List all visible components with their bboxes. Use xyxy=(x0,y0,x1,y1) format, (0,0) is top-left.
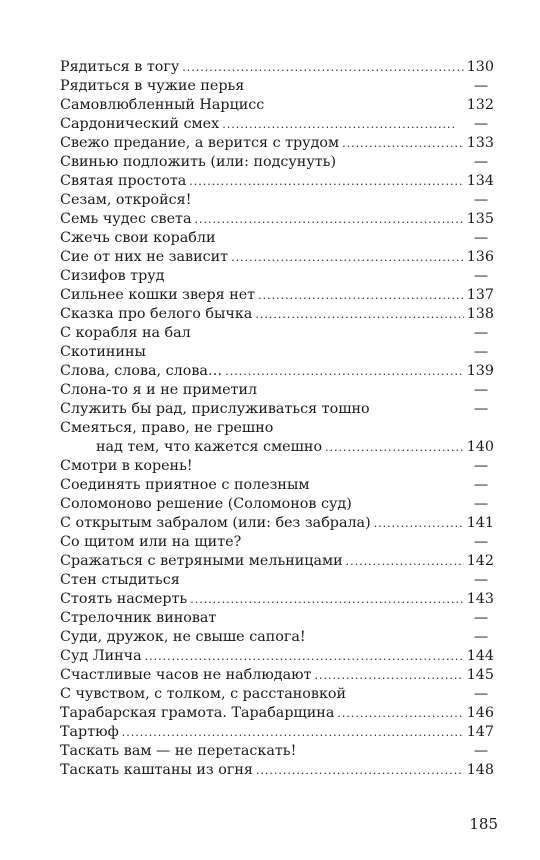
dot-leader xyxy=(325,438,464,457)
toc-entry-title: Сие от них не зависит xyxy=(60,249,229,265)
toc-entry-title: Стрелочник виноват xyxy=(60,610,217,626)
dot-leader xyxy=(314,666,463,685)
toc-entry-title: Сезам, откройся! xyxy=(60,192,192,208)
toc-entry xyxy=(60,514,494,533)
toc-entry xyxy=(60,362,494,381)
toc-entry xyxy=(60,96,494,115)
toc-entry-page: 146 xyxy=(466,705,494,721)
toc-entry xyxy=(60,248,494,267)
toc-entry xyxy=(60,134,494,153)
toc-entry-page: — xyxy=(473,477,489,493)
toc-entry-title: Таскать вам — не перетаскать! xyxy=(60,743,297,759)
dot-leader xyxy=(374,514,464,533)
toc-entry xyxy=(60,324,494,343)
toc-entry-page: — xyxy=(473,496,489,512)
dot-leader xyxy=(256,761,464,780)
toc-entry-page: 147 xyxy=(466,724,494,740)
toc-entry-page: 138 xyxy=(466,306,494,322)
toc-entry-title: С открытым забралом (или: без забрала) xyxy=(60,515,371,531)
toc-entry-title: Стоять насмерть xyxy=(60,591,188,607)
toc-entry-title: Семь чудес света xyxy=(60,211,192,227)
dot-leader xyxy=(255,305,463,324)
toc-entry xyxy=(60,229,494,248)
toc-entry xyxy=(60,742,494,761)
toc-entry-page: — xyxy=(473,458,489,474)
toc-entry-page: 145 xyxy=(466,667,494,683)
toc-entry-page: 130 xyxy=(466,59,494,75)
toc-entry-title: Смеяться, право, не грешно xyxy=(60,420,274,436)
dot-leader xyxy=(122,723,464,742)
toc-entry xyxy=(60,286,494,305)
toc-entry-title: Сжечь свои корабли xyxy=(60,230,216,246)
dot-leader xyxy=(342,134,464,153)
toc-entry xyxy=(60,666,494,685)
dot-leader xyxy=(182,58,463,77)
dot-leader xyxy=(231,248,464,267)
toc-entry-title: Суди, дружок, не свыше сапога! xyxy=(60,629,306,645)
page-number: 185 xyxy=(469,815,498,833)
toc-entry xyxy=(60,495,494,514)
dot-leader xyxy=(337,704,463,723)
toc-entry xyxy=(60,761,494,780)
table-of-contents xyxy=(60,58,494,780)
toc-entry-page: — xyxy=(473,572,489,588)
dot-leader xyxy=(346,552,464,571)
toc-entry-title: С чувством, с толком, с расстановкой xyxy=(60,686,347,702)
toc-entry-page: 148 xyxy=(466,762,494,778)
toc-entry-page: 140 xyxy=(466,439,494,455)
toc-entry-title: С корабля на бал xyxy=(60,325,191,341)
toc-entry-page: — xyxy=(473,629,489,645)
toc-entry xyxy=(60,533,494,552)
dot-leader xyxy=(225,362,463,381)
toc-entry xyxy=(60,267,494,286)
dot-leader xyxy=(145,647,464,666)
toc-entry xyxy=(60,457,494,476)
toc-entry-title: Смотри в корень! xyxy=(60,458,193,474)
toc-entry-page: 144 xyxy=(466,648,494,664)
toc-entry-page: 132 xyxy=(466,97,494,113)
dot-leader xyxy=(190,590,464,609)
toc-entry xyxy=(60,571,494,590)
toc-entry-page: — xyxy=(473,230,489,246)
toc-entry-title: Сильнее кошки зверя нет xyxy=(60,287,256,303)
toc-entry-page: 133 xyxy=(466,135,494,151)
dot-leader xyxy=(189,172,463,191)
toc-entry-page: — xyxy=(473,116,489,132)
toc-entry-title: Соединять приятное с полезным xyxy=(60,477,310,493)
toc-entry-page: — xyxy=(473,743,489,759)
toc-entry xyxy=(60,647,494,666)
toc-entry-page: — xyxy=(473,610,489,626)
toc-entry-page: — xyxy=(473,325,489,341)
toc-entry xyxy=(60,704,494,723)
toc-entry-title: Стен стыдиться xyxy=(60,572,180,588)
toc-entry xyxy=(60,590,494,609)
toc-entry-page: — xyxy=(473,192,489,208)
toc-entry-page: 135 xyxy=(466,211,494,227)
toc-entry-page: — xyxy=(473,154,489,170)
toc-entry-title: Рядиться в чужие перья xyxy=(60,78,245,94)
toc-entry-page: 141 xyxy=(466,515,494,531)
toc-entry xyxy=(60,685,494,704)
toc-entry-page: — xyxy=(473,686,489,702)
toc-entry-title: Свинью подложить (или: подсунуть) xyxy=(60,154,337,170)
toc-entry-title: Свежо предание, а верится с трудом xyxy=(60,135,340,151)
toc-entry-title: Служить бы рад, прислуживаться тошно xyxy=(60,401,370,417)
toc-entry-page: 136 xyxy=(466,249,494,265)
toc-entry-page: — xyxy=(473,268,489,284)
toc-entry xyxy=(60,438,494,457)
toc-entry xyxy=(60,609,494,628)
toc-entry xyxy=(60,343,494,362)
toc-entry-title: Со щитом или на щите? xyxy=(60,534,242,550)
toc-entry xyxy=(60,153,494,172)
toc-entry-title: Скотинины xyxy=(60,344,146,360)
dot-leader xyxy=(258,286,464,305)
toc-entry xyxy=(60,305,494,324)
toc-entry-title: Тарабарская грамота. Тарабарщина xyxy=(60,705,335,721)
toc-entry-title: Соломоново решение (Соломонов суд) xyxy=(60,496,352,512)
toc-entry-title: над тем, что кажется смешно xyxy=(96,439,323,455)
toc-entry-page: 142 xyxy=(466,553,494,569)
toc-entry-title: Слова, слова, слова… xyxy=(60,363,223,379)
toc-entry-title: Счастливые часов не наблюдают xyxy=(60,667,312,683)
toc-entry xyxy=(60,628,494,647)
toc-entry xyxy=(60,77,494,96)
toc-entry xyxy=(60,172,494,191)
toc-entry xyxy=(60,58,494,77)
toc-entry-page: 137 xyxy=(466,287,494,303)
toc-entry-page: — xyxy=(473,78,489,94)
toc-entry-title: Суд Линча xyxy=(60,648,142,664)
toc-entry xyxy=(60,400,494,419)
toc-entry xyxy=(60,552,494,571)
toc-entry-page: — xyxy=(473,401,489,417)
toc-entry xyxy=(60,723,494,742)
toc-entry-page: 143 xyxy=(466,591,494,607)
toc-entry-title: Святая простота xyxy=(60,173,187,189)
toc-entry-page: 139 xyxy=(466,363,494,379)
toc-entry-title: Слона-то я и не приметил xyxy=(60,382,258,398)
toc-entry-page: — xyxy=(473,534,489,550)
toc-entry-page: 134 xyxy=(466,173,494,189)
toc-entry-title: Самовлюбленный Нарцисс xyxy=(60,97,265,113)
toc-entry-title: Сизифов труд xyxy=(60,268,165,284)
dot-leader xyxy=(194,210,463,229)
toc-entry xyxy=(60,476,494,495)
toc-entry-title: Сказка про белого бычка xyxy=(60,306,253,322)
toc-entry xyxy=(60,381,494,400)
toc-entry xyxy=(60,210,494,229)
toc-entry-title: Сражаться с ветряными мельницами xyxy=(60,553,343,569)
toc-entry-title: Тартюф xyxy=(60,724,119,740)
toc-entry-page: — xyxy=(473,344,489,360)
toc-entry xyxy=(60,115,494,134)
toc-entry-title: Сардонический смех xyxy=(60,116,220,132)
toc-entry-page: — xyxy=(473,382,489,398)
toc-entry xyxy=(60,419,494,438)
toc-entry xyxy=(60,191,494,210)
toc-entry-title: Таскать каштаны из огня xyxy=(60,762,253,778)
toc-entry-title: Рядиться в тогу xyxy=(60,59,180,75)
dot-leader xyxy=(222,115,457,134)
